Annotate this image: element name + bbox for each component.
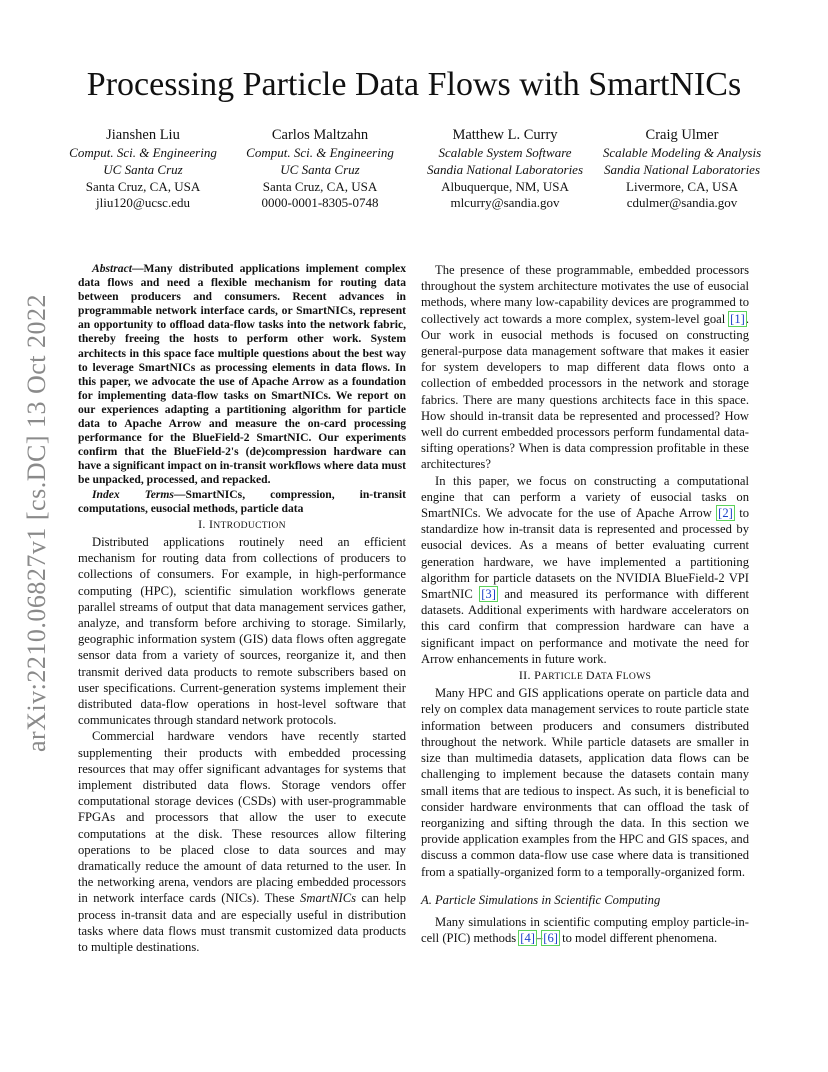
author-3 [415,126,595,212]
paper-title: Processing Particle Data Flows with SmartNICs [86,66,742,103]
right-paragraph-3: Many HPC and GIS applications operate on particle data and rely on complex data management services to route particle state information between producers and consumers distributed throughout the network. While particle datasets are smaller in size than multimedia datasets, application data flows can be challenging to implement because the datasets contain many small items that are tedious to inspect. As such, it is beneficial to consider hardware environments that can offload the task of reorganizing and sifting through the data. In this section we provide application examples from the HPC and GIS spaces, and discuss a common data-flow use case where data is transitioned from a spatially-organized form to a temporally-organized form. [421,686,749,879]
author-org: UC Santa Cruz [280,161,360,177]
author-location: Santa Cruz, CA, USA [85,178,201,194]
author-contact: 0000-0001-8305-0748 [261,195,379,211]
arxiv-identifier [22,288,52,758]
citation-link[interactable]: [6] [543,931,558,946]
author-contact: mlcurry@sandia.gov [450,195,560,211]
left-column [78,262,406,955]
right-paragraph-1: The presence of these programmable, embedded processors throughout the system architecture motivates the use of eusocial methods, where many low-capability devices are programmed to collectively act towards a more complex, system-level goal [1]. Our work in eusocial methods is focused on constructing general-purpose data management software that makes it easier for system developers to map different data flows onto a collection of embedded processors in the network and storage fabrics. There are many questions architects face in this space. How should in-transit data be represented and processed? How well do current embedded processors perform fundamental data-sifting operations? When is data compression profitable in these architectures? [421,263,749,472]
index-terms-lead: Index Terms [92,487,174,501]
citation-link[interactable]: [1] [730,311,745,326]
author-org: Sandia National Laboratories [426,161,584,177]
citation-link[interactable]: [4] [520,931,535,946]
author-dept: Scalable System Software [438,145,572,160]
index-terms [78,488,406,516]
smartnics-emphasis: SmartNICs [300,891,357,906]
author-name: Carlos Maltzahn [271,127,369,143]
author-location: Albuquerque, NM, USA [441,178,569,194]
right-paragraph-2: In this paper, we focus on constructing a computational engine that can perform a variety of eusocial tasks on SmartNICs. We advocate for the use of Apache Arrow [2] to standardize how in-transit data is represented and processed by eusocial devices. As a means of better evaluating current generation hardware, we have implemented a partitioning algorithm for particle datasets on the NVIDIA BlueField-2 VPI SmartNIC [3] and measured its performance with different datasets. Additional experiments with hardware accelerators on this card confirm that compression hardware can have a significant impact on performance and motivate the need for Arrow enhancements in future work. [421,473,750,666]
abstract [78,262,406,488]
author-name: Matthew L. Curry [452,127,558,143]
author-contact: jliu120@ucsc.edu [96,195,190,211]
author-name: Craig Ulmer [645,127,719,143]
abstract-lead: Abstract [92,262,132,275]
author-dept: Scalable Modeling & Analysis [602,145,762,160]
subsection-heading: A. Particle Simulations in Scientific Computing [421,892,661,907]
intro-paragraph-1: Distributed applications routinely need an efficient mechanism for routing data from collections of producers to collections of consumers. For example, in high-performance computing (HPC), scientific simulation workflows generate parallel streams of output that data management services gather, analyze, and transform before archiving to storage. Similarly, geographic information system (GIS) data flows often aggregate sensor data from a variety of sources, reorganize it, and then transmit derived data products to remote subscribers based on user specifications. Current-generation systems implement their distributed data-flow operations in host-level software that communicates through standard network protocols. [78,534,406,728]
author-location: Santa Cruz, CA, USA [262,178,378,194]
section-heading-particle-data-flows: II. PARTICLE DATA FLOWS [518,668,652,683]
index-terms-text: —SmartNICs, compression, in-transit computations, eusocial methods, particle data [78,487,406,515]
arxiv-identifier-text: arXiv:2210.06827v1 [cs.DC] 13 Oct 2022 [22,293,51,753]
author-2 [235,126,405,212]
author-4 [592,126,772,212]
citation-link[interactable]: [3] [481,587,496,602]
abstract-text: —Many distributed applications implement complex data flows and need a flexible mechanism for routing data between producers and consumers. Recent advances in programmable network interface cards, or SmartNICs, represent an opportunity to offload data-flow tasks into the network fabric, thereby freeing the hosts to perform other work. System architects in this space face multiple questions about the best way to leverage SmartNICs as processing elements in data flows. In this paper, we advocate the use of Apache Arrow as a foundation for implementing data-flow tasks on SmartNICs. We report on our experiences adapting a partitioning algorithm for particle data to Apache Arrow and measure the on-card processing performance for the BlueField-2 SmartNIC. Our experiments confirm that the BlueField-2's (de)compression hardware can have a significant impact on in-transit workflows where data must be unpacked, processed, and repacked. [78,262,406,487]
right-column [421,262,749,946]
author-name: Jianshen Liu [106,127,180,143]
right-paragraph-4: Many simulations in scientific computing employ particle-in-cell (PIC) methods [4]–[6] to model different phenomena. [421,914,749,946]
section-heading-introduction: I. INTRODUCTION [198,516,286,531]
intro-paragraph-2: Commercial hardware vendors have recently started supplementing their products with embedded processing resources that may offer significant advantages for systems that implement distributed data flows. Storage vendors offer computational storage devices (CSDs) with user-programmable FPGAs and processors that allow the user to execute computations at the disk. These resources allow filtering operations to be placed close to data sources and may dramatically reduce the amount of data returned to the user. In the networking arena, vendors are placing embedded processors in network interface cards (NICs). These SmartNICs can help process in-transit data and are especially useful in distribution tasks where data flows must transmit customized data products to multiple destinations. [78,729,406,954]
author-contact: cdulmer@sandia.gov [626,195,738,211]
author-location: Livermore, CA, USA [626,178,738,194]
author-1 [58,126,228,212]
citation-link[interactable]: [2] [718,506,733,521]
author-dept: Comput. Sci. & Engineering [246,145,394,160]
author-dept: Comput. Sci. & Engineering [69,145,217,160]
author-org: UC Santa Cruz [103,161,183,177]
author-org: Sandia National Laboratories [603,161,761,177]
